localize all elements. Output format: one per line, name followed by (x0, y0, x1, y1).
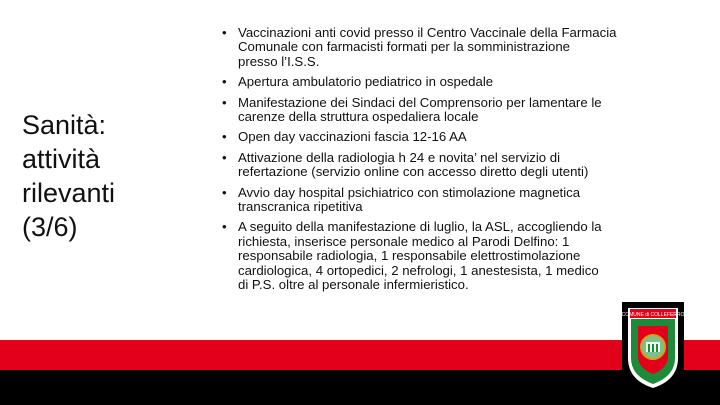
bullet-glyph: • (222, 129, 227, 145)
title-line-1: Sanità: (22, 110, 107, 140)
bullet-glyph: • (222, 184, 227, 200)
slide-title (22, 108, 192, 244)
bullet-glyph: • (222, 74, 227, 90)
bullet-text-line: Attivazione della radiologia h 24 e novita’ nel servizio di (238, 149, 561, 165)
bullet-glyph: • (222, 219, 227, 235)
bullet-item-pediatric-clinic (222, 75, 692, 89)
bullet-item-radiology (222, 151, 692, 180)
bullet-text-line: responsabile radiologia, 1 responsabile elettrostimolazione (238, 248, 581, 264)
footer-black-band (0, 370, 720, 405)
bullet-text-line: Avvio day hospital psichiatrico con stimolazione magnetica (238, 184, 581, 200)
bullet-glyph: • (222, 94, 227, 110)
municipal-crest-icon (622, 302, 684, 390)
bullet-text-line: cardiologica, 4 ortopedici, 2 nefrologi, 1 anestesista, 1 medico (238, 262, 599, 278)
bullet-text-line: richiesta, inserisce personale medico al Parodi Delfino: 1 (238, 233, 570, 249)
title-line-2: attività (22, 144, 101, 174)
bullet-glyph: • (222, 25, 227, 40)
bullet-item-day-hospital (222, 186, 692, 215)
title-line-3: rilevanti (22, 178, 116, 208)
crest-text: COMUNE di COLLEFERRO (622, 312, 684, 318)
bullet-text-line: refertazione (servizio online con accesso diretto degli utenti) (238, 164, 589, 180)
bullet-item-mayors-protest (222, 96, 692, 125)
footer-red-band (0, 340, 720, 370)
bullet-text-line: Vaccinazioni anti covid presso il Centro Vaccinale della Farmacia (238, 25, 617, 40)
bullet-text-line: A seguito della manifestazione di luglio, la ASL, accogliendo la (238, 219, 602, 235)
bullet-text-line: Apertura ambulatorio pediatrico in ospedale (238, 74, 494, 90)
bullet-text-line: di P.S. oltre al personale infermieristico. (238, 277, 469, 293)
bullet-list (222, 26, 692, 299)
bullet-item-open-day (222, 130, 692, 144)
bullet-text-line: transcranica ripetitiva (238, 199, 363, 215)
bullet-item-covid-vaccination (222, 26, 692, 69)
bullet-text-line: presso l’I.S.S. (238, 53, 320, 69)
bullet-item-asl-staff (222, 220, 692, 292)
bullet-text-line: Open day vaccinazioni fascia 12-16 AA (238, 129, 467, 145)
bullet-text-line: Manifestazione dei Sindaci del Comprensorio per lamentare le (238, 94, 602, 110)
bullet-glyph: • (222, 149, 227, 165)
title-line-4: (3/6) (22, 212, 78, 242)
bullet-text-line: carenze della struttura ospedaliera locale (238, 109, 479, 125)
bullet-text-line: Comunale con farmacisti formati per la somministrazione (238, 39, 571, 55)
